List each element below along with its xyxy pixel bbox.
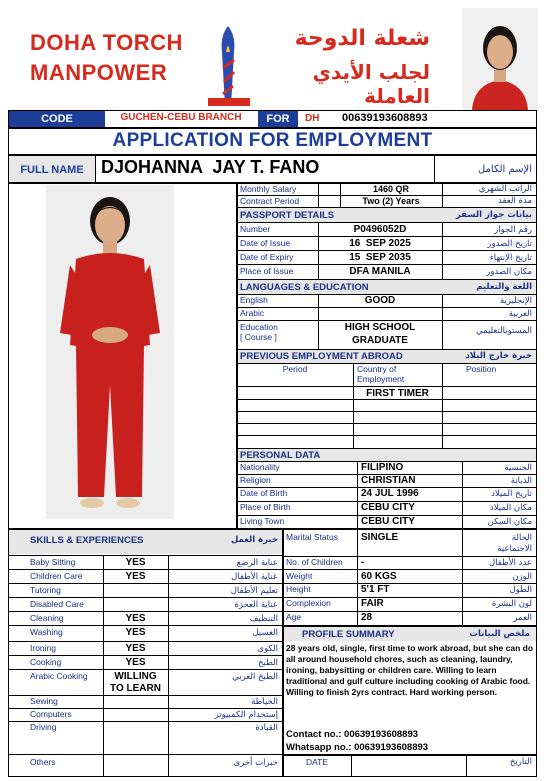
skill-washing-value: YES bbox=[125, 627, 146, 638]
full-name-label-ar: الإسم الكامل bbox=[477, 164, 532, 175]
branch-label: GUCHEN-CEBU BRANCH bbox=[120, 112, 242, 123]
skill-disabled-care: Disabled Care bbox=[30, 599, 84, 609]
place-of-issue-ar: مكان الصدور bbox=[486, 267, 532, 277]
skill-cleaning: Cleaning bbox=[30, 613, 64, 623]
profile-summary-title: PROFILE SUMMARY bbox=[302, 629, 395, 640]
col-country-2: Employment bbox=[357, 374, 405, 384]
skill-sewing: Sewing bbox=[30, 696, 58, 706]
skill-ironing: Ironing bbox=[30, 643, 56, 653]
skill-baby-sitting-value: YES bbox=[125, 557, 146, 568]
pob-value: CEBU CITY bbox=[361, 502, 415, 513]
education-label-1: Education bbox=[240, 322, 278, 332]
english-value: GOOD bbox=[364, 295, 396, 306]
passport-number-label: Number bbox=[240, 224, 271, 234]
skill-others: Others bbox=[30, 757, 56, 767]
skill-children-care-ar: عناية الأطفال bbox=[231, 572, 278, 582]
personal-data-title: PERSONAL DATA bbox=[240, 450, 321, 461]
contract-period-label: Contract Period bbox=[240, 196, 300, 206]
skill-ironing-value: YES bbox=[125, 643, 146, 654]
skill-tutoring-ar: تعليم الأطفال bbox=[230, 586, 278, 596]
complexion-value: FAIR bbox=[361, 598, 384, 609]
contract-period-ar: مدة العقد bbox=[498, 196, 532, 206]
skill-arabic-cooking: Arabic Cooking bbox=[30, 671, 88, 681]
children-label: No. of Children bbox=[286, 557, 343, 567]
date-of-issue-label: Date of Issue bbox=[240, 238, 291, 248]
skill-driving: Driving bbox=[30, 722, 57, 732]
children-ar: عدد الأطفال bbox=[488, 558, 532, 568]
pob-label: Place of Birth bbox=[240, 502, 291, 512]
living-town-ar: مكان السكن bbox=[487, 517, 532, 527]
date-of-issue-ar: تاريخ الصدور bbox=[487, 239, 532, 249]
contract-period-value: Two (2) Years bbox=[362, 196, 420, 206]
skill-cooking-value: YES bbox=[125, 657, 146, 668]
for-label: FOR bbox=[258, 111, 298, 127]
height-label: Height bbox=[286, 584, 311, 594]
skill-arabic-cooking-ar: الطبخ العربي bbox=[232, 672, 278, 682]
nationality-ar: الجنسية bbox=[504, 463, 532, 473]
religion-ar: الديانة bbox=[510, 476, 532, 486]
skill-others-ar: خبرات أخرى bbox=[233, 758, 278, 768]
company-name-ar-line1: شعلة الدوحة bbox=[294, 26, 430, 51]
complexion-ar: لون البشرة bbox=[491, 599, 532, 609]
nationality-value: FILIPINO bbox=[361, 462, 404, 473]
date-of-expiry-label: Date of Expiry bbox=[240, 252, 294, 262]
skill-computers-ar: إستخدام الكمبيوتر bbox=[214, 710, 278, 720]
skills-title: SKILLS & EXPERIENCES bbox=[30, 535, 144, 546]
skill-washing: Washing bbox=[30, 627, 63, 637]
skill-cleaning-value: YES bbox=[125, 613, 146, 624]
col-position: Position bbox=[466, 364, 497, 374]
religion-value: CHRISTIAN bbox=[361, 475, 416, 486]
marital-status-label: Marital Status bbox=[286, 532, 338, 542]
previous-employment-title-ar: خبرة خارج البلاد bbox=[465, 351, 532, 361]
children-value: - bbox=[361, 557, 365, 568]
age-label: Age bbox=[286, 612, 302, 622]
skill-ironing-ar: الكوى bbox=[257, 644, 278, 654]
skill-tutoring: Tutoring bbox=[30, 585, 61, 595]
skill-baby-sitting: Baby Sitting bbox=[30, 557, 76, 567]
skill-cooking-ar: الطبخ bbox=[258, 658, 278, 668]
dob-ar: تاريخ الميلاد bbox=[491, 489, 532, 499]
skill-cleaning-ar: التنظيف bbox=[249, 614, 278, 624]
whatsapp-number: Whatsapp no.: 00639193608893 bbox=[286, 742, 429, 753]
living-town-label: Living Town bbox=[240, 516, 285, 526]
weight-value: 60 KGS bbox=[361, 571, 397, 582]
passport-number-ar: رقم الجواز bbox=[494, 225, 532, 235]
education-value-2: GRADUATE bbox=[352, 335, 408, 346]
height-ar: الطول bbox=[509, 585, 532, 595]
full-body-photo bbox=[46, 185, 174, 519]
company-name-en-line1: DOHA TORCH bbox=[30, 30, 183, 55]
first-timer: FIRST TIMER bbox=[366, 388, 429, 399]
skill-disabled-care-ar: عناية العجزة bbox=[234, 600, 278, 610]
marital-status-ar-2: الاجتماعية bbox=[497, 544, 532, 554]
skill-washing-ar: الغسيل bbox=[252, 628, 278, 638]
top-phone: 00639193608893 bbox=[342, 112, 428, 124]
skill-children-care: Children Care bbox=[30, 571, 83, 581]
english-ar: الإنجليزية bbox=[499, 296, 532, 306]
age-value: 28 bbox=[361, 612, 373, 623]
company-name-en-line2: MANPOWER bbox=[30, 60, 168, 85]
education-ar: المستوىالتعليمي bbox=[476, 326, 532, 336]
full-name-label: FULL NAME bbox=[9, 156, 95, 182]
contact-number: Contact no.: 00639193608893 bbox=[286, 729, 419, 740]
skill-children-care-value: YES bbox=[125, 571, 146, 582]
passport-title-ar: بيانات جواز السفر bbox=[455, 210, 532, 220]
date-label: DATE bbox=[305, 757, 329, 767]
torch-logo-icon bbox=[200, 22, 258, 108]
profile-summary-text: 28 years old, single, first time to work abroad, but she can do all around household chores, such as cleaning, laundry, ironing, babysitting or children care. Willing to learn traditional and gulf culture including cooking of Arabic food. Willing to finish 2yrs contract. Hard working person. bbox=[286, 643, 534, 697]
col-period: Period bbox=[282, 364, 308, 374]
languages-title: LANGUAGES & EDUCATION bbox=[240, 282, 369, 293]
languages-title-ar: اللغة والتعليم bbox=[476, 282, 532, 292]
place-of-issue-value: DFA MANILA bbox=[349, 266, 411, 277]
arabic-ar: العربية bbox=[508, 309, 532, 319]
skill-cooking: Cooking bbox=[30, 657, 62, 667]
marital-status-value: SINGLE bbox=[361, 532, 399, 543]
passport-number-value: P0496052D bbox=[353, 224, 407, 235]
date-of-expiry-value: 15 SEP 2035 bbox=[349, 252, 411, 263]
education-value-1: HIGH SCHOOL bbox=[344, 322, 416, 333]
skill-baby-sitting-ar: عناية الرضع bbox=[236, 558, 278, 568]
skills-title-ar: خبرة العمل bbox=[230, 535, 278, 545]
previous-employment-title: PREVIOUS EMPLOYMENT ABROAD bbox=[240, 351, 403, 362]
skill-computers: Computers bbox=[30, 709, 72, 719]
monthly-salary-ar: الراتب الشهري bbox=[478, 184, 532, 194]
age-ar: العمر bbox=[513, 613, 532, 623]
arabic-label: Arabic bbox=[240, 308, 265, 318]
profile-summary-title-ar: ملخص البيانات bbox=[469, 629, 530, 639]
complexion-label: Complexion bbox=[286, 598, 331, 608]
company-name-ar-line2: لجلب الأيدي العاملة bbox=[312, 60, 430, 108]
date-label-ar: التاريخ bbox=[509, 757, 532, 767]
weight-label: Weight bbox=[286, 571, 313, 581]
col-country-1: Country of bbox=[357, 364, 397, 374]
marital-status-ar-1: الحالة bbox=[511, 533, 532, 543]
skill-arabic-cooking-value-2: TO LEARN bbox=[110, 683, 161, 694]
header-photo bbox=[462, 8, 538, 110]
date-of-issue-value: 16 SEP 2025 bbox=[349, 238, 411, 249]
passport-title: PASSPORT DETAILS bbox=[240, 210, 335, 221]
living-town-value: CEBU CITY bbox=[361, 516, 415, 527]
height-value: 5'1 FT bbox=[361, 584, 390, 595]
code-label: CODE bbox=[9, 111, 105, 127]
nationality-label: Nationality bbox=[240, 462, 280, 472]
religion-label: Religion bbox=[240, 475, 271, 485]
page-title: APPLICATION FOR EMPLOYMENT bbox=[112, 130, 433, 151]
education-label-2: [ Course ] bbox=[240, 332, 277, 342]
skill-sewing-ar: الخياطة bbox=[251, 697, 278, 707]
monthly-salary-label: Monthly Salary bbox=[240, 184, 297, 194]
skill-driving-ar: القيادة bbox=[255, 723, 278, 733]
monthly-salary-value: 1460 QR bbox=[372, 184, 410, 194]
english-label: English bbox=[240, 295, 268, 305]
dob-label: Date of Birth bbox=[240, 488, 288, 498]
pob-ar: مكان الميلاد bbox=[489, 503, 532, 513]
place-of-issue-label: Place of Issue bbox=[240, 266, 294, 276]
weight-ar: الوزن bbox=[512, 572, 532, 582]
dob-value: 24 JUL 1996 bbox=[361, 488, 419, 499]
date-of-expiry-ar: تاريخ الإنتهاء bbox=[489, 253, 532, 263]
full-name-value: DJOHANNA JAY T. FANO bbox=[101, 157, 320, 177]
for-code: DH bbox=[305, 113, 320, 124]
skill-arabic-cooking-value-1: WILLING bbox=[114, 671, 157, 682]
